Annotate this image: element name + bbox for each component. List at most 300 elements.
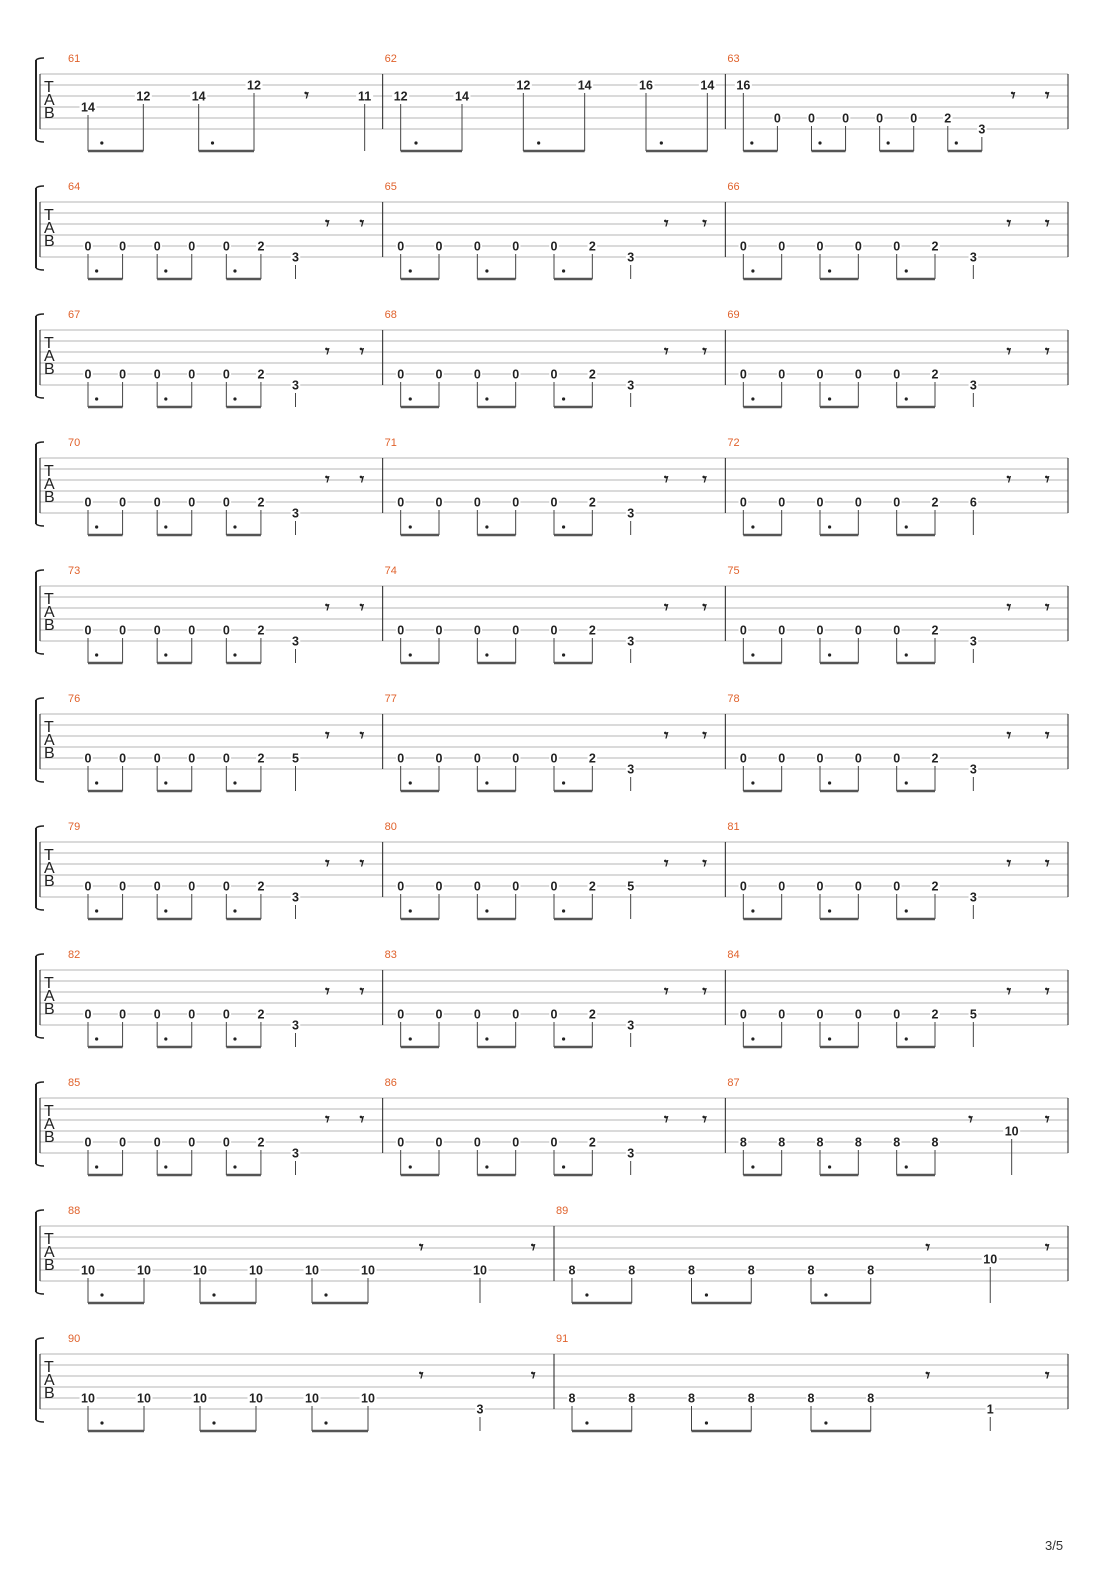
- rhythm-dot: [100, 141, 103, 144]
- measure-number: 62: [384, 53, 397, 65]
- fret-number: 14: [191, 89, 206, 104]
- fret-number: 0: [473, 1007, 481, 1022]
- tab-clef-letter: T: [44, 719, 54, 736]
- eighth-rest: 𝄾: [1006, 470, 1012, 490]
- rhythm-dot: [409, 909, 412, 912]
- fret-number: 3: [627, 506, 635, 521]
- rhythm-dot: [485, 269, 488, 272]
- rhythm-dot: [211, 141, 214, 144]
- fret-number: 0: [550, 623, 558, 638]
- rhythm-dot: [905, 525, 908, 528]
- eighth-rest: 𝄾: [1045, 470, 1050, 490]
- rhythm-dot: [233, 653, 236, 656]
- measure-number: 87: [727, 1077, 740, 1089]
- fret-number: 3: [292, 1146, 299, 1161]
- fret-number: 8: [688, 1391, 695, 1406]
- fret-number: 10: [983, 1252, 998, 1267]
- eighth-rest: 𝄾: [1045, 1110, 1050, 1130]
- fret-number: 0: [893, 751, 901, 766]
- rhythm-dot: [164, 653, 167, 656]
- eighth-rest: 𝄾: [1006, 726, 1012, 746]
- rhythm-dot: [562, 781, 565, 784]
- eighth-rest: 𝄾: [325, 214, 330, 234]
- fret-number: 5: [627, 879, 635, 894]
- rhythm-dot: [164, 909, 167, 912]
- fret-number: 0: [397, 623, 405, 638]
- measure-number: 78: [727, 693, 740, 705]
- fret-number: 8: [739, 1135, 747, 1150]
- fret-number: 8: [688, 1263, 695, 1278]
- fret-number: 2: [588, 239, 596, 254]
- fret-number: 0: [739, 495, 747, 510]
- measure-number: 83: [384, 949, 397, 961]
- eighth-rest: 𝄾: [359, 854, 365, 874]
- fret-number: 0: [778, 879, 786, 894]
- rhythm-dot: [409, 1037, 412, 1040]
- fret-number: 0: [854, 239, 862, 254]
- fret-number: 0: [473, 879, 481, 894]
- eighth-rest: 𝄾: [664, 982, 669, 1002]
- fret-number: 0: [778, 751, 786, 766]
- fret-number: 0: [778, 1007, 786, 1022]
- fret-number: 2: [257, 751, 265, 766]
- measure-number: 61: [68, 53, 81, 65]
- rhythm-dot: [905, 653, 908, 656]
- fret-number: 0: [473, 751, 481, 766]
- fret-number: 0: [188, 495, 196, 510]
- fret-number: 0: [119, 239, 127, 254]
- rhythm-dot: [537, 141, 540, 144]
- rhythm-dot: [818, 141, 821, 144]
- fret-number: 0: [550, 751, 558, 766]
- fret-number: 0: [854, 751, 862, 766]
- rhythm-dot: [233, 397, 236, 400]
- fret-number: 8: [893, 1135, 901, 1150]
- measure-number: 73: [68, 565, 81, 577]
- eighth-rest: 𝄾: [702, 214, 707, 234]
- fret-number: 0: [188, 1007, 196, 1022]
- eighth-rest: 𝄾: [925, 1238, 931, 1258]
- eighth-rest: 𝄾: [1045, 598, 1050, 618]
- tab-clef-letter: A: [44, 348, 55, 365]
- fret-number: 2: [588, 751, 596, 766]
- fret-number: 0: [816, 239, 824, 254]
- fret-number: 0: [854, 495, 862, 510]
- measure-number: 75: [727, 565, 740, 577]
- rhythm-dot: [751, 1037, 754, 1040]
- fret-number: 0: [84, 239, 92, 254]
- eighth-rest: 𝄾: [325, 726, 330, 746]
- measure-number: 70: [68, 437, 81, 449]
- eighth-rest: 𝄾: [325, 598, 330, 618]
- fret-number: 0: [778, 239, 786, 254]
- fret-number: 0: [512, 879, 520, 894]
- fret-number: 3: [292, 890, 299, 905]
- rhythm-dot: [828, 525, 831, 528]
- fret-number: 0: [188, 239, 196, 254]
- rhythm-dot: [828, 909, 831, 912]
- tab-clef-letter: T: [44, 207, 54, 224]
- tab-clef-letter: T: [44, 847, 54, 864]
- fret-number: 0: [397, 1135, 405, 1150]
- rhythm-dot: [164, 397, 167, 400]
- rhythm-dot: [414, 141, 417, 144]
- fret-number: 3: [627, 378, 635, 393]
- fret-number: 0: [739, 623, 747, 638]
- rhythm-dot: [324, 1293, 327, 1296]
- fret-number: 0: [84, 495, 92, 510]
- rhythm-dot: [409, 653, 412, 656]
- fret-number: 8: [747, 1391, 755, 1406]
- rhythm-dot: [409, 781, 412, 784]
- rhythm-dot: [95, 525, 98, 528]
- fret-number: 2: [257, 495, 265, 510]
- eighth-rest: 𝄾: [664, 470, 669, 490]
- fret-number: 0: [153, 1007, 161, 1022]
- measure-number: 82: [68, 949, 81, 961]
- fret-number: 0: [188, 367, 196, 382]
- fret-number: 0: [473, 623, 481, 638]
- rhythm-dot: [100, 1293, 103, 1296]
- fret-number: 3: [969, 250, 977, 265]
- fret-number: 10: [361, 1263, 375, 1278]
- tab-system: [36, 565, 1068, 663]
- eighth-rest: 𝄾: [702, 598, 707, 618]
- fret-number: 0: [222, 751, 230, 766]
- fret-number: 0: [84, 623, 92, 638]
- rhythm-dot: [485, 781, 488, 784]
- eighth-rest: 𝄾: [531, 1238, 536, 1258]
- fret-number: 0: [153, 879, 161, 894]
- eighth-rest: 𝄾: [702, 982, 707, 1002]
- fret-number: 0: [119, 879, 127, 894]
- fret-number: 0: [435, 495, 443, 510]
- fret-number: 14: [577, 78, 592, 93]
- rhythm-dot: [751, 269, 754, 272]
- rhythm-dot: [233, 1037, 236, 1040]
- fret-number: 2: [931, 751, 939, 766]
- measure-number: 85: [68, 1077, 81, 1089]
- rhythm-dot: [233, 909, 236, 912]
- rhythm-dot: [409, 397, 412, 400]
- measure-number: 63: [727, 53, 740, 65]
- eighth-rest: 𝄾: [304, 86, 309, 106]
- rhythm-dot: [828, 397, 831, 400]
- eighth-rest: 𝄾: [359, 726, 365, 746]
- tab-clef-letter: B: [44, 233, 55, 250]
- eighth-rest: 𝄾: [664, 214, 669, 234]
- tab-system: [36, 309, 1068, 407]
- rhythm-dot: [585, 1293, 588, 1296]
- eighth-rest: 𝄾: [1006, 598, 1012, 618]
- rhythm-dot: [95, 909, 98, 912]
- rhythm-dot: [409, 525, 412, 528]
- fret-number: 0: [435, 751, 443, 766]
- fret-number: 0: [739, 879, 747, 894]
- fret-number: 10: [249, 1263, 263, 1278]
- tab-clef-letter: T: [44, 335, 54, 352]
- tab-clef-letter: A: [44, 1244, 55, 1261]
- rhythm-dot: [164, 525, 167, 528]
- measure-number: 88: [68, 1205, 81, 1217]
- eighth-rest: 𝄾: [325, 982, 330, 1002]
- eighth-rest: 𝄾: [1045, 982, 1050, 1002]
- measure-number: 66: [727, 181, 740, 193]
- fret-number: 12: [393, 89, 408, 104]
- fret-number: 0: [893, 1007, 901, 1022]
- fret-number: 2: [257, 1135, 265, 1150]
- tab-system: [36, 53, 1068, 151]
- rhythm-dot: [485, 909, 488, 912]
- fret-number: 3: [292, 634, 299, 649]
- rhythm-dot: [485, 1165, 488, 1168]
- tab-clef-letter: A: [44, 220, 55, 237]
- fret-number: 14: [700, 78, 715, 93]
- fret-number: 14: [455, 89, 469, 104]
- fret-number: 0: [778, 495, 786, 510]
- tab-clef-letter: B: [44, 745, 55, 762]
- fret-number: 10: [305, 1263, 319, 1278]
- fret-number: 2: [931, 367, 939, 382]
- measure-number: 86: [384, 1077, 397, 1089]
- fret-number: 8: [778, 1135, 786, 1150]
- fret-number: 2: [257, 1007, 265, 1022]
- eighth-rest: 𝄾: [702, 470, 707, 490]
- fret-number: 0: [893, 495, 901, 510]
- fret-number: 2: [931, 623, 939, 638]
- fret-number: 0: [397, 1007, 405, 1022]
- fret-number: 10: [81, 1391, 95, 1406]
- rhythm-dot: [100, 1421, 103, 1424]
- fret-number: 2: [588, 879, 596, 894]
- fret-number: 3: [292, 506, 299, 521]
- fret-number: 0: [512, 1007, 520, 1022]
- fret-number: 0: [816, 879, 824, 894]
- fret-number: 2: [931, 879, 939, 894]
- fret-number: 0: [739, 239, 747, 254]
- fret-number: 0: [473, 1135, 481, 1150]
- fret-number: 0: [153, 495, 161, 510]
- tab-system: [36, 181, 1068, 279]
- rhythm-dot: [751, 397, 754, 400]
- tab-clef-letter: A: [44, 92, 55, 109]
- eighth-rest: 𝄾: [1006, 214, 1012, 234]
- fret-number: 10: [193, 1391, 207, 1406]
- fret-number: 0: [119, 1135, 127, 1150]
- fret-number: 2: [588, 1007, 596, 1022]
- fret-number: 0: [435, 879, 443, 894]
- eighth-rest: 𝄾: [419, 1238, 424, 1258]
- rhythm-dot: [485, 397, 488, 400]
- rhythm-dot: [212, 1421, 215, 1424]
- fret-number: 0: [512, 1135, 520, 1150]
- fret-number: 1: [986, 1402, 994, 1417]
- rhythm-dot: [905, 781, 908, 784]
- eighth-rest: 𝄾: [1045, 726, 1050, 746]
- fret-number: 0: [854, 623, 862, 638]
- fret-number: 2: [257, 623, 265, 638]
- fret-number: 3: [292, 1018, 299, 1033]
- fret-number: 8: [807, 1263, 815, 1278]
- fret-number: 0: [773, 111, 781, 126]
- tab-clef-letter: B: [44, 1257, 55, 1274]
- eighth-rest: 𝄾: [1045, 214, 1050, 234]
- tab-system: [36, 949, 1068, 1047]
- eighth-rest: 𝄾: [664, 854, 669, 874]
- rhythm-dot: [751, 653, 754, 656]
- rhythm-dot: [905, 1037, 908, 1040]
- rhythm-dot: [233, 781, 236, 784]
- fret-number: 8: [867, 1391, 875, 1406]
- fret-number: 0: [550, 879, 558, 894]
- rhythm-dot: [751, 525, 754, 528]
- rhythm-dot: [409, 269, 412, 272]
- fret-number: 0: [153, 751, 161, 766]
- fret-number: 3: [627, 1018, 635, 1033]
- rhythm-dot: [562, 269, 565, 272]
- fret-number: 12: [516, 78, 531, 93]
- tab-clef-letter: T: [44, 591, 54, 608]
- measure-number: 89: [556, 1205, 569, 1217]
- eighth-rest: 𝄾: [325, 1110, 330, 1130]
- rhythm-dot: [95, 1165, 98, 1168]
- tab-clef-letter: B: [44, 489, 55, 506]
- eighth-rest: 𝄾: [1006, 982, 1012, 1002]
- fret-number: 0: [739, 1007, 747, 1022]
- measure-number: 91: [556, 1333, 569, 1345]
- fret-number: 0: [84, 1135, 92, 1150]
- eighth-rest: 𝄾: [1006, 854, 1012, 874]
- eighth-rest: 𝄾: [664, 342, 669, 362]
- fret-number: 0: [854, 367, 862, 382]
- tab-clef-letter: T: [44, 1231, 54, 1248]
- fret-number: 0: [435, 1135, 443, 1150]
- measure-number: 71: [384, 437, 397, 449]
- fret-number: 3: [627, 250, 635, 265]
- rhythm-dot: [562, 653, 565, 656]
- tab-clef-letter: A: [44, 476, 55, 493]
- fret-number: 6: [969, 495, 977, 510]
- tab-clef-letter: B: [44, 1001, 55, 1018]
- fret-number: 2: [588, 623, 596, 638]
- measure-number: 81: [727, 821, 740, 833]
- fret-number: 8: [807, 1391, 815, 1406]
- fret-number: 0: [222, 239, 230, 254]
- rhythm-dot: [164, 1165, 167, 1168]
- page-number: 3/5: [1045, 1538, 1064, 1553]
- fret-number: 0: [188, 879, 196, 894]
- rhythm-dot: [828, 781, 831, 784]
- fret-number: 8: [854, 1135, 862, 1150]
- fret-number: 0: [397, 495, 405, 510]
- tab-clef-letter: T: [44, 1359, 54, 1376]
- tab-clef-letter: T: [44, 975, 54, 992]
- fret-number: 0: [222, 879, 230, 894]
- fret-number: 0: [816, 1007, 824, 1022]
- rhythm-dot: [887, 141, 890, 144]
- fret-number: 10: [137, 1263, 151, 1278]
- fret-number: 0: [397, 751, 405, 766]
- rhythm-dot: [955, 141, 958, 144]
- eighth-rest: 𝄾: [702, 342, 707, 362]
- eighth-rest: 𝄾: [419, 1366, 424, 1386]
- fret-number: 2: [588, 1135, 596, 1150]
- fret-number: 0: [84, 751, 92, 766]
- eighth-rest: 𝄾: [702, 854, 707, 874]
- fret-number: 0: [473, 367, 481, 382]
- rhythm-dot: [828, 1165, 831, 1168]
- fret-number: 0: [778, 623, 786, 638]
- fret-number: 0: [816, 623, 824, 638]
- fret-number: 5: [969, 1007, 977, 1022]
- rhythm-dot: [828, 1037, 831, 1040]
- tab-system: [36, 1205, 1068, 1303]
- fret-number: 0: [435, 623, 443, 638]
- fret-number: 0: [119, 1007, 127, 1022]
- rhythm-dot: [562, 909, 565, 912]
- fret-number: 0: [550, 1007, 558, 1022]
- eighth-rest: 𝄾: [1006, 342, 1012, 362]
- fret-number: 8: [628, 1391, 636, 1406]
- eighth-rest: 𝄾: [531, 1366, 536, 1386]
- measure-number: 90: [68, 1333, 81, 1345]
- rhythm-dot: [705, 1293, 708, 1296]
- fret-number: 3: [476, 1402, 484, 1417]
- measure-number: 74: [384, 565, 397, 577]
- fret-number: 3: [969, 378, 977, 393]
- fret-number: 0: [153, 367, 161, 382]
- rhythm-dot: [485, 1037, 488, 1040]
- eighth-rest: 𝄾: [1010, 86, 1016, 106]
- fret-number: 2: [588, 495, 596, 510]
- rhythm-dot: [751, 781, 754, 784]
- measure-number: 68: [384, 309, 397, 321]
- fret-number: 0: [808, 111, 815, 126]
- eighth-rest: 𝄾: [325, 342, 330, 362]
- eighth-rest: 𝄾: [664, 598, 669, 618]
- fret-number: 12: [247, 78, 261, 93]
- eighth-rest: 𝄾: [1045, 1366, 1050, 1386]
- rhythm-dot: [233, 269, 236, 272]
- fret-number: 2: [931, 1007, 939, 1022]
- tab-clef-letter: T: [44, 1103, 54, 1120]
- fret-number: 0: [397, 239, 405, 254]
- rhythm-dot: [905, 269, 908, 272]
- rhythm-dot: [164, 269, 167, 272]
- fret-number: 0: [119, 367, 127, 382]
- tab-clef-letter: A: [44, 732, 55, 749]
- fret-number: 2: [931, 239, 939, 254]
- rhythm-dot: [562, 1165, 565, 1168]
- fret-number: 0: [119, 623, 127, 638]
- tab-system: [36, 1077, 1068, 1175]
- rhythm-dot: [562, 525, 565, 528]
- fret-number: 10: [81, 1263, 95, 1278]
- tab-clef-letter: A: [44, 1372, 55, 1389]
- fret-number: 2: [944, 111, 952, 126]
- eighth-rest: 𝄾: [325, 854, 330, 874]
- fret-number: 0: [119, 751, 127, 766]
- fret-number: 0: [222, 367, 230, 382]
- fret-number: 14: [81, 100, 95, 115]
- tab-clef-letter: B: [44, 105, 55, 122]
- fret-number: 0: [739, 367, 747, 382]
- fret-number: 0: [816, 495, 824, 510]
- rhythm-dot: [905, 397, 908, 400]
- eighth-rest: 𝄾: [359, 214, 365, 234]
- fret-number: 12: [136, 89, 151, 104]
- rhythm-dot: [751, 909, 754, 912]
